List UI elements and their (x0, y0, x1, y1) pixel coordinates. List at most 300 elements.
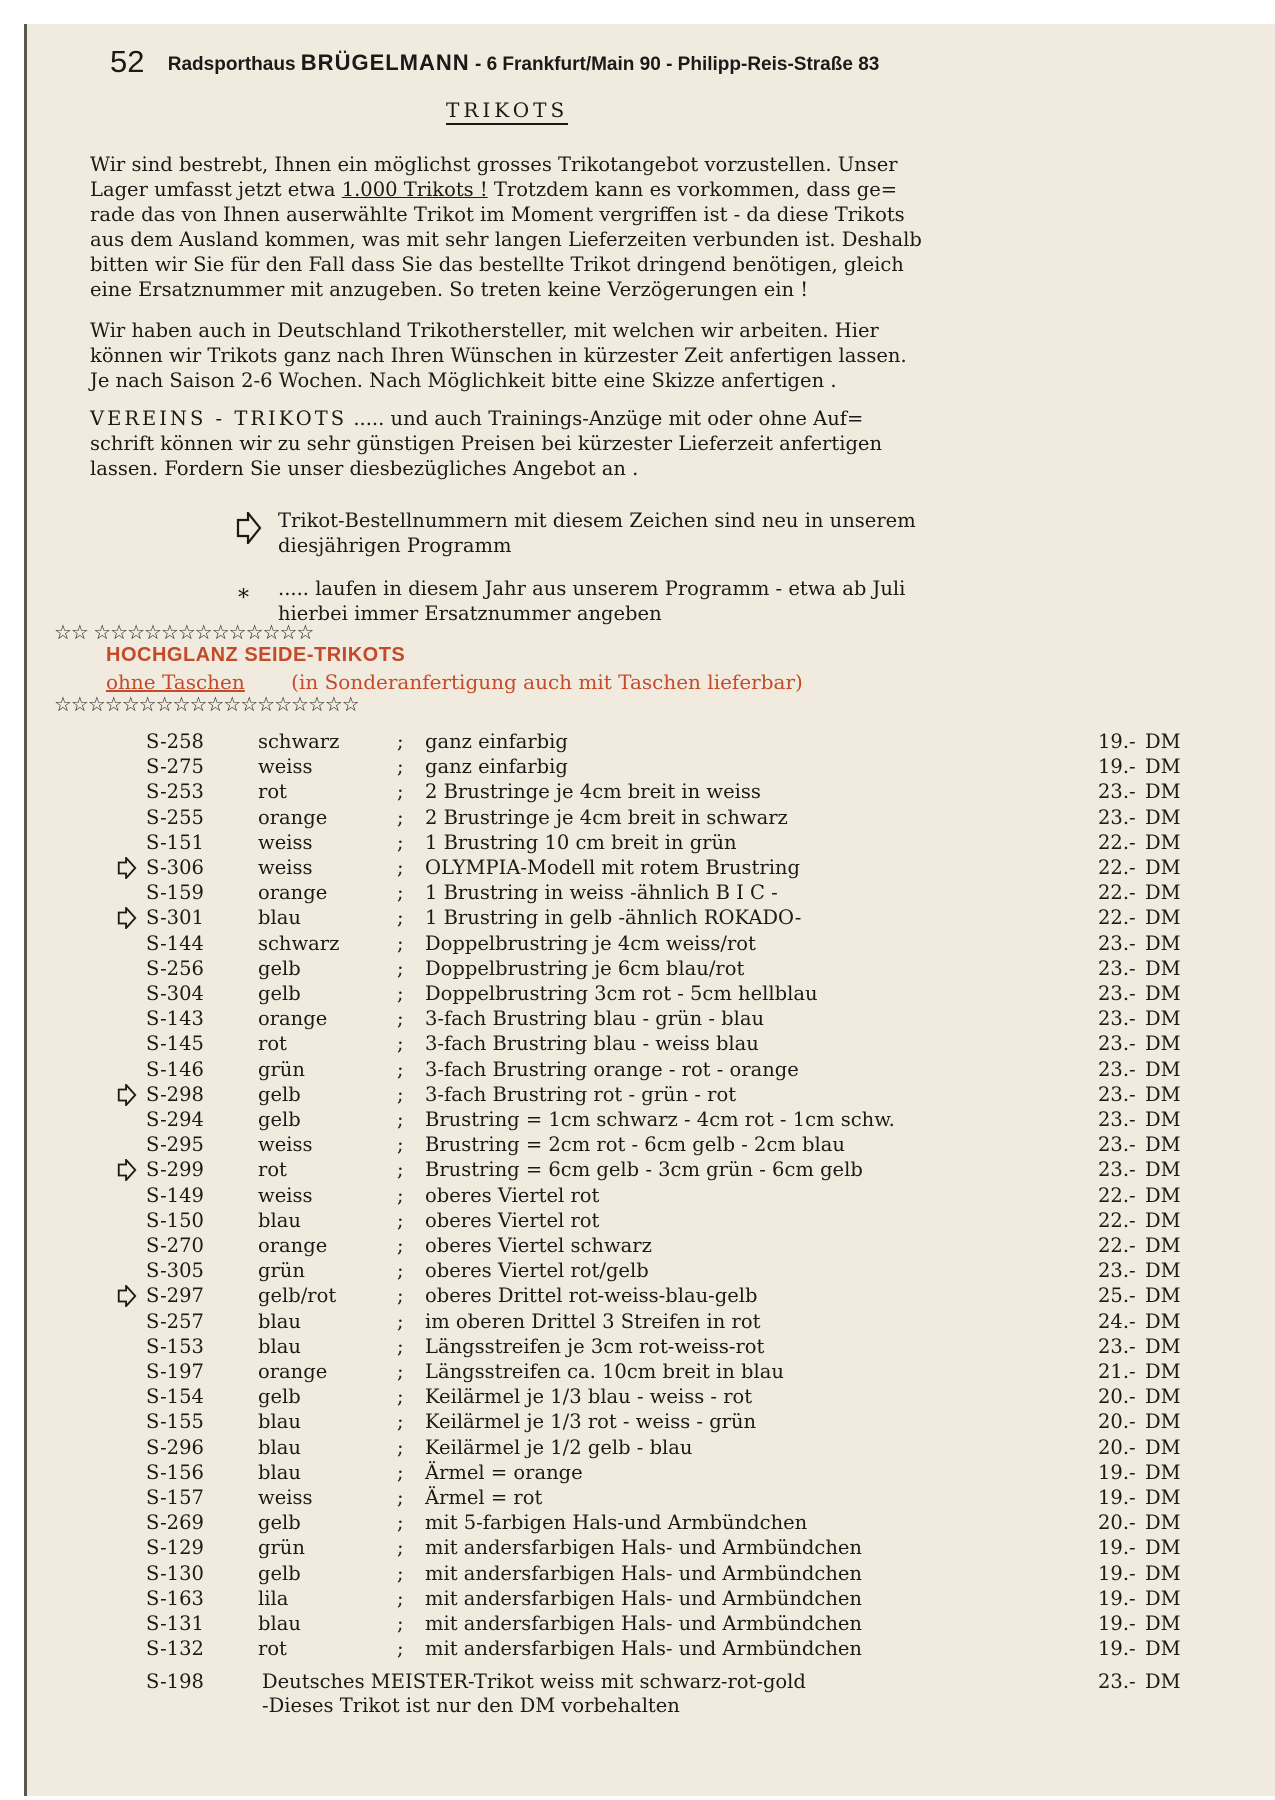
item-color: gelb (258, 982, 301, 1005)
item-code: S-297 (146, 1284, 204, 1308)
item-currency: DM (1145, 956, 1181, 980)
table-row (0, 1611, 1275, 1636)
separator: ; (397, 1007, 404, 1031)
item-description: ganz einfarbig (425, 730, 568, 753)
item-price: 22.- (1098, 906, 1136, 930)
text-line: ..... laufen in diesem Jahr aus unserem Programm - etwa ab Juli (278, 577, 906, 600)
item-color: rot (258, 1158, 287, 1182)
item-description: 2 Brustringe je 4cm breit in schwarz (425, 805, 788, 829)
item-currency: DM (1145, 1108, 1181, 1131)
item-description: oberes Drittel rot-weiss-blau-gelb (425, 1284, 758, 1308)
item-code: S-298 (146, 1082, 204, 1106)
table-row (0, 754, 1275, 779)
subtitle-note: (in Sonderanfertigung auch mit Taschen lieferbar) (291, 670, 803, 694)
item-code: S-153 (146, 1334, 204, 1358)
separator: ; (397, 1460, 404, 1484)
item-code: S-275 (146, 755, 204, 779)
subtitle-main: ohne Taschen (106, 670, 245, 694)
separator: ; (397, 1486, 404, 1509)
separator: ; (397, 1309, 404, 1333)
item-currency: DM (1145, 1612, 1181, 1635)
item-color: blau (258, 1208, 301, 1232)
item-description: mit 5-farbigen Hals-und Armbündchen (425, 1511, 808, 1535)
item-color: rot (258, 780, 287, 804)
table-row (0, 931, 1275, 956)
item-color: gelb (258, 1385, 301, 1409)
item-color: grün (258, 1536, 305, 1560)
item-price: 20.- (1098, 1410, 1136, 1434)
text-line (90, 406, 1170, 431)
separator: ; (397, 805, 404, 829)
table-row (0, 1359, 1275, 1384)
item-code: S-132 (146, 1637, 204, 1661)
separator: ; (397, 1637, 404, 1661)
text-fragment: ..... und auch Trainings-Anzüge mit oder ohne Auf= (347, 407, 864, 430)
item-code: S-296 (146, 1435, 204, 1459)
table-row (0, 1233, 1275, 1258)
item-price: 23.- (1098, 982, 1136, 1005)
item-description: Keilärmel je 1/3 blau - weiss - rot (425, 1385, 753, 1409)
item-price: 19.- (1098, 1486, 1136, 1509)
table-row (0, 1334, 1275, 1359)
item-description: Doppelbrustring je 4cm weiss/rot (425, 931, 756, 955)
item-color: blau (258, 1460, 301, 1484)
item-price: 22.- (1098, 881, 1136, 905)
item-currency: DM (1145, 1208, 1181, 1232)
item-price: 23.- (1098, 1133, 1136, 1157)
item-code: S-301 (146, 906, 204, 930)
separator: ; (397, 730, 404, 753)
separator: ; (397, 1612, 404, 1635)
table-row (0, 956, 1275, 981)
item-description: mit andersfarbigen Hals- und Armbündchen (425, 1536, 862, 1560)
item-currency: DM (1145, 1486, 1181, 1509)
item-description: Ärmel = rot (425, 1486, 543, 1509)
item-description: mit andersfarbigen Hals- und Armbündchen (425, 1612, 862, 1635)
table-row (0, 1460, 1275, 1485)
text-line: Wir sind bestrebt, Ihnen ein möglichst grosses Trikotangebot vorzustellen. Unser (90, 153, 898, 176)
item-color: schwarz (258, 931, 340, 955)
item-description: Ärmel = orange (425, 1460, 583, 1484)
item-code: S-253 (146, 780, 204, 804)
item-note: -Dieses Trikot ist nur den DM vorbehalten (262, 1694, 680, 1717)
separator: ; (397, 856, 404, 879)
item-code: S-145 (146, 1032, 204, 1056)
shop-prefix: Radsporthaus (167, 54, 296, 75)
shop-name: BRÜGELMANN (300, 50, 470, 75)
new-arrow-icon (116, 857, 138, 879)
item-code: S-129 (146, 1536, 204, 1560)
new-arrow-icon (116, 1159, 138, 1181)
legend-new (278, 508, 1178, 558)
item-currency: DM (1145, 1032, 1181, 1056)
section-subtitle (106, 670, 803, 694)
item-description: ganz einfarbig (425, 755, 568, 779)
item-description: Doppelbrustring je 6cm blau/rot (425, 956, 745, 980)
item-price: 23.- (1098, 1158, 1136, 1182)
separator: ; (397, 1410, 404, 1434)
item-price: 22.- (1098, 1183, 1136, 1207)
item-currency: DM (1145, 830, 1181, 854)
intro-paragraph-2 (90, 318, 1170, 393)
item-code: S-143 (146, 1007, 204, 1031)
item-price: 19.- (1098, 1586, 1136, 1610)
item-code: S-155 (146, 1410, 204, 1434)
table-row (0, 1435, 1275, 1460)
item-color: grün (258, 1259, 305, 1283)
item-price: 19.- (1098, 1561, 1136, 1585)
separator: ; (397, 1360, 404, 1383)
table-row (0, 1006, 1275, 1031)
page-title: TRIKOTS (446, 98, 568, 125)
shop-address: - 6 Frankfurt/Main 90 - Philipp-Reis-Straße 83 (474, 54, 880, 75)
item-code: S-197 (146, 1360, 204, 1383)
item-color: gelb (258, 1082, 301, 1106)
item-price: 23.- (1098, 1082, 1136, 1106)
table-row (0, 779, 1275, 804)
item-color: grün (258, 1057, 305, 1081)
separator: ; (397, 1158, 404, 1182)
item-code: S-255 (146, 805, 204, 829)
item-currency: DM (1145, 1670, 1181, 1693)
item-currency: DM (1145, 881, 1181, 905)
item-color: blau (258, 1435, 301, 1459)
item-currency: DM (1145, 1334, 1181, 1358)
item-currency: DM (1145, 1183, 1181, 1207)
item-description: Längsstreifen ca. 10cm breit in blau (425, 1360, 784, 1383)
table-row (0, 1157, 1275, 1182)
table-row (0, 805, 1275, 830)
table-row (0, 1183, 1275, 1208)
item-description: oberes Viertel rot/gelb (425, 1259, 649, 1283)
item-currency: DM (1145, 1385, 1181, 1409)
item-currency: DM (1145, 1511, 1181, 1535)
text-line: können wir Trikots ganz nach Ihren Wünschen in kürzester Zeit anfertigen lassen. (90, 344, 907, 367)
item-color: blau (258, 906, 301, 930)
item-currency: DM (1145, 1460, 1181, 1484)
separator: ; (397, 1561, 404, 1585)
text-line: schrift können wir zu sehr günstigen Preisen bei kürzester Lieferzeit anfertigen (90, 432, 883, 455)
item-price: 23.- (1098, 1259, 1136, 1283)
item-price: 23.- (1098, 931, 1136, 955)
item-color: weiss (258, 1133, 313, 1157)
separator: ; (397, 1057, 404, 1081)
item-code: S-146 (146, 1057, 204, 1081)
item-color: gelb/rot (258, 1284, 337, 1308)
separator: ; (397, 780, 404, 804)
item-description: OLYMPIA-Modell mit rotem Brustring (425, 856, 800, 879)
item-price: 22.- (1098, 856, 1136, 879)
separator: ; (397, 1133, 404, 1157)
item-color: weiss (258, 1486, 313, 1509)
item-currency: DM (1145, 1007, 1181, 1031)
item-price: 23.- (1098, 1007, 1136, 1031)
item-currency: DM (1145, 982, 1181, 1005)
table-row (0, 1283, 1275, 1308)
item-currency: DM (1145, 1410, 1181, 1434)
item-code: S-151 (146, 830, 204, 854)
item-currency: DM (1145, 1586, 1181, 1610)
item-currency: DM (1145, 906, 1181, 930)
text-fragment: Lager umfasst jetzt etwa (90, 178, 342, 201)
item-price: 23.- (1098, 780, 1136, 804)
table-row (0, 1384, 1275, 1409)
item-color: blau (258, 1334, 301, 1358)
item-code: S-163 (146, 1586, 204, 1610)
item-currency: DM (1145, 1435, 1181, 1459)
table-row (0, 1258, 1275, 1283)
item-code: S-144 (146, 931, 204, 955)
item-code: S-256 (146, 956, 204, 980)
item-price: 23.- (1098, 956, 1136, 980)
item-description: 3-fach Brustring blau - weiss blau (425, 1032, 759, 1056)
item-description: mit andersfarbigen Hals- und Armbündchen (425, 1637, 862, 1661)
item-currency: DM (1145, 1082, 1181, 1106)
item-code: S-131 (146, 1612, 204, 1635)
item-color: gelb (258, 1108, 301, 1131)
item-currency: DM (1145, 856, 1181, 879)
table-row (0, 1535, 1275, 1560)
item-color: lila (258, 1586, 289, 1610)
table-row (0, 905, 1275, 930)
item-description: 1 Brustring 10 cm breit in grün (425, 830, 737, 854)
text-line: eine Ersatznummer mit anzugeben. So treten keine Verzögerungen ein ! (90, 278, 809, 301)
item-description: Keilärmel je 1/2 gelb - blau (425, 1435, 693, 1459)
intro-paragraph-1 (90, 152, 1170, 302)
item-description: Keilärmel je 1/3 rot - weiss - grün (425, 1410, 757, 1434)
item-color: rot (258, 1637, 287, 1661)
item-color: blau (258, 1612, 301, 1635)
table-row (0, 880, 1275, 905)
item-currency: DM (1145, 1133, 1181, 1157)
item-description: 2 Brustringe je 4cm breit in weiss (425, 780, 761, 804)
separator: ; (397, 982, 404, 1005)
item-currency: DM (1145, 1360, 1181, 1383)
item-color: blau (258, 1309, 301, 1333)
new-arrow-icon (116, 907, 138, 929)
item-code: S-306 (146, 856, 204, 879)
item-description: 3-fach Brustring blau - grün - blau (425, 1007, 765, 1031)
item-currency: DM (1145, 1637, 1181, 1661)
text-line (90, 177, 1170, 202)
item-price: 19.- (1098, 1536, 1136, 1560)
item-price: 19.- (1098, 1612, 1136, 1635)
table-row (0, 1409, 1275, 1434)
page-header (110, 44, 1170, 80)
separator: ; (397, 1234, 404, 1257)
table-row (0, 1309, 1275, 1334)
item-currency: DM (1145, 805, 1181, 829)
item-code: S-130 (146, 1561, 204, 1585)
item-code: S-270 (146, 1234, 204, 1257)
item-color: rot (258, 1032, 287, 1056)
text-line: Wir haben auch in Deutschland Trikothersteller, mit welchen wir arbeiten. Hier (90, 319, 879, 342)
item-price: 19.- (1098, 730, 1136, 753)
vereins-trikots-heading: VEREINS - TRIKOTS (90, 407, 348, 430)
item-currency: DM (1145, 1536, 1181, 1560)
item-price: 19.- (1098, 1460, 1136, 1484)
item-color: blau (258, 1410, 301, 1434)
item-description: Brustring = 1cm schwarz - 4cm rot - 1cm schw. (425, 1108, 895, 1131)
item-color: weiss (258, 856, 313, 879)
item-price: 22.- (1098, 1208, 1136, 1232)
separator: ; (397, 1032, 404, 1056)
item-color: weiss (258, 830, 313, 854)
text-line: Trikot-Bestellnummern mit diesem Zeichen sind neu in unserem (278, 509, 916, 532)
separator: ; (397, 830, 404, 854)
item-code: S-305 (146, 1259, 204, 1283)
item-description: Brustring = 2cm rot - 6cm gelb - 2cm blau (425, 1133, 845, 1157)
highlight-count: 1.000 Trikots ! (341, 178, 488, 201)
item-currency: DM (1145, 755, 1181, 779)
item-color: gelb (258, 1561, 301, 1585)
text-line: aus dem Ausland kommen, was mit sehr langen Lieferzeiten verbunden ist. Deshalb (90, 228, 922, 251)
table-row (0, 1208, 1275, 1233)
item-color: orange (258, 1360, 328, 1383)
separator: ; (397, 755, 404, 779)
separator: ; (397, 1108, 404, 1131)
table-row (0, 1485, 1275, 1510)
separator: ; (397, 956, 404, 980)
item-code: S-295 (146, 1133, 204, 1157)
item-description: oberes Viertel rot (425, 1183, 600, 1207)
separator: ; (397, 881, 404, 905)
item-color: orange (258, 1234, 328, 1257)
table-row (0, 855, 1275, 880)
item-price: 24.- (1098, 1309, 1136, 1333)
separator: ; (397, 1208, 404, 1232)
separator: ; (397, 1284, 404, 1308)
item-currency: DM (1145, 1234, 1181, 1257)
table-row (0, 1510, 1275, 1535)
item-price: 19.- (1098, 1637, 1136, 1661)
item-price: 22.- (1098, 830, 1136, 854)
item-description: Deutsches MEISTER-Trikot weiss mit schwarz-rot-gold (262, 1670, 806, 1693)
item-code: S-198 (146, 1670, 204, 1693)
table-row (0, 1132, 1275, 1157)
table-row (0, 1586, 1275, 1611)
separator: ; (397, 1511, 404, 1535)
item-currency: DM (1145, 1561, 1181, 1585)
item-price: 21.- (1098, 1360, 1136, 1383)
table-row (0, 1669, 1275, 1694)
item-code: S-269 (146, 1511, 204, 1535)
item-code: S-258 (146, 730, 204, 753)
item-currency: DM (1145, 730, 1181, 753)
item-code: S-156 (146, 1460, 204, 1484)
separator: ; (397, 906, 404, 930)
table-row (0, 1107, 1275, 1132)
item-description: im oberen Drittel 3 Streifen in rot (425, 1309, 761, 1333)
item-currency: DM (1145, 1259, 1181, 1283)
separator: ; (397, 1183, 404, 1207)
table-row (0, 1636, 1275, 1661)
item-currency: DM (1145, 931, 1181, 955)
item-color: weiss (258, 755, 313, 779)
item-code: S-159 (146, 881, 204, 905)
item-code: S-304 (146, 982, 204, 1005)
separator: ; (397, 1385, 404, 1409)
table-row (0, 830, 1275, 855)
table-row (0, 1031, 1275, 1056)
item-description: oberes Viertel schwarz (425, 1234, 652, 1257)
item-description: 1 Brustring in gelb -ähnlich ROKADO- (425, 906, 802, 930)
star-divider-top: ☆☆ ☆☆☆☆☆☆☆☆☆☆☆☆☆ (54, 620, 314, 644)
new-arrow-icon (236, 512, 262, 544)
separator: ; (397, 1435, 404, 1459)
item-description: 3-fach Brustring rot - grün - rot (425, 1082, 737, 1106)
item-price: 22.- (1098, 1234, 1136, 1257)
text-fragment: Trotzdem kann es vorkommen, dass ge= (487, 178, 898, 201)
item-price: 19.- (1098, 755, 1136, 779)
table-row (0, 1561, 1275, 1586)
section-title: HOCHGLANZ SEIDE-TRIKOTS (106, 644, 406, 666)
new-arrow-icon (116, 1084, 138, 1106)
item-price: 23.- (1098, 1108, 1136, 1131)
item-currency: DM (1145, 1284, 1181, 1308)
table-row (0, 1082, 1275, 1107)
page-number: 52 (110, 44, 145, 79)
item-description: Brustring = 6cm gelb - 3cm grün - 6cm gelb (425, 1158, 863, 1182)
item-currency: DM (1145, 780, 1181, 804)
separator: ; (397, 1334, 404, 1358)
item-price: 20.- (1098, 1511, 1136, 1535)
discontinued-asterisk-icon: * (238, 586, 249, 611)
item-description: oberes Viertel rot (425, 1208, 600, 1232)
item-description: mit andersfarbigen Hals- und Armbündchen (425, 1561, 862, 1585)
item-code: S-149 (146, 1183, 204, 1207)
item-code: S-157 (146, 1486, 204, 1509)
table-row (0, 1057, 1275, 1082)
item-color: weiss (258, 1183, 313, 1207)
text-line: lassen. Fordern Sie unser diesbezügliches Angebot an . (90, 457, 639, 480)
separator: ; (397, 1082, 404, 1106)
item-price: 23.- (1098, 805, 1136, 829)
table-row (0, 981, 1275, 1006)
item-price: 20.- (1098, 1435, 1136, 1459)
star-divider-bottom: ☆☆☆☆☆☆☆☆☆☆☆☆☆☆☆☆☆☆ (54, 692, 359, 716)
text-line: hierbei immer Ersatznummer angeben (278, 602, 662, 625)
text-line: Je nach Saison 2-6 Wochen. Nach Möglichkeit bitte eine Skizze anfertigen . (90, 369, 837, 392)
text-line: rade das von Ihnen auserwählte Trikot im Moment vergriffen ist - da diese Trikots (90, 203, 905, 226)
item-description: mit andersfarbigen Hals- und Armbündchen (425, 1586, 862, 1610)
item-code: S-150 (146, 1208, 204, 1232)
item-price: 23.- (1098, 1032, 1136, 1056)
item-code: S-257 (146, 1309, 204, 1333)
item-currency: DM (1145, 1309, 1181, 1333)
separator: ; (397, 1259, 404, 1283)
item-color: gelb (258, 956, 301, 980)
table-row (0, 729, 1275, 754)
item-code: S-154 (146, 1385, 204, 1409)
item-color: orange (258, 1007, 328, 1031)
item-color: orange (258, 805, 328, 829)
legend-discontinued (278, 576, 1178, 626)
new-arrow-icon (116, 1285, 138, 1307)
item-description: 1 Brustring in weiss -ähnlich B I C - (425, 881, 778, 905)
separator: ; (397, 1586, 404, 1610)
item-currency: DM (1145, 1057, 1181, 1081)
item-description: Doppelbrustring 3cm rot - 5cm hellblau (425, 982, 818, 1005)
item-description: Längsstreifen je 3cm rot-weiss-rot (425, 1334, 765, 1358)
item-color: orange (258, 881, 328, 905)
item-currency: DM (1145, 1158, 1181, 1182)
intro-paragraph-3 (90, 406, 1170, 481)
text-line: bitten wir Sie für den Fall dass Sie das bestellte Trikot dringend benötigen, gleich (90, 253, 904, 276)
separator: ; (397, 931, 404, 955)
item-description: 3-fach Brustring orange - rot - orange (425, 1057, 799, 1081)
item-code: S-299 (146, 1158, 204, 1182)
